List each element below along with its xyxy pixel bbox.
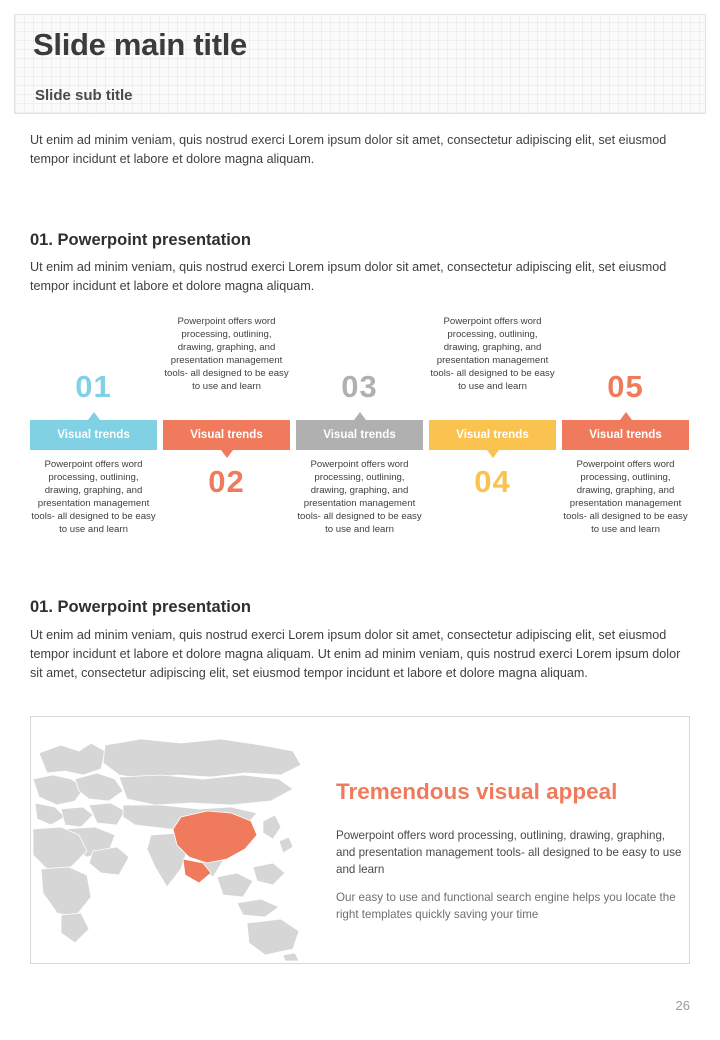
diagram-column-1[interactable] (30, 312, 157, 557)
diagram-blurb-3: Powerpoint offers word processing, outlining, drawing, graphing, and presentation management tools- all designed to be easy to use and learn (297, 459, 422, 535)
diagram-label-1[interactable]: Visual trends (30, 420, 157, 450)
diagram-number-5: 05 (607, 369, 644, 404)
diagram-column-5[interactable] (562, 312, 689, 557)
diagram-blurb-1: Powerpoint offers word processing, outlining, drawing, graphing, and presentation management tools- all designed to be easy to use and learn (31, 459, 156, 535)
page-title: Slide main title (33, 27, 247, 62)
diagram-label-3[interactable]: Visual trends (296, 420, 423, 450)
diagram-number-2: 02 (208, 464, 245, 499)
intro-paragraph: Ut enim ad minim veniam, quis nostrud exerci Lorem ipsum dolor sit amet, consectetur adipiscing elit, set eiusmod tempor incidunt et labore et dolore magna aliquam. (30, 133, 667, 166)
visual-trends-diagram (30, 312, 692, 557)
diagram-blurb-4: Powerpoint offers word processing, outlining, drawing, graphing, and presentation management tools- all designed to be easy to use and learn (430, 316, 555, 392)
page-number: 26 (675, 998, 690, 1013)
world-map-image (31, 717, 307, 963)
map-panel (30, 716, 690, 964)
arrow-up-icon (88, 412, 100, 420)
diagram-column-4[interactable] (429, 312, 556, 557)
slide-header (14, 14, 706, 114)
diagram-label-2[interactable]: Visual trends (163, 420, 290, 450)
arrow-up-icon (354, 412, 366, 420)
arrow-down-icon (487, 450, 499, 458)
diagram-label-4[interactable]: Visual trends (429, 420, 556, 450)
page-subtitle: Slide sub title (35, 87, 133, 104)
arrow-up-icon (620, 412, 632, 420)
map-heading: Tremendous visual appeal (336, 779, 618, 804)
diagram-number-4: 04 (474, 464, 511, 499)
diagram-column-3[interactable] (296, 312, 423, 557)
section-2-title: 01. Powerpoint presentation (30, 598, 251, 616)
section-1-title: 01. Powerpoint presentation (30, 231, 251, 249)
section-1-body: Ut enim ad minim veniam, quis nostrud exerci Lorem ipsum dolor sit amet, consectetur adipiscing elit, set eiusmod tempor incidunt et labore et dolore magna aliquam. (30, 260, 667, 293)
diagram-blurb-5: Powerpoint offers word processing, outlining, drawing, graphing, and presentation management tools- all designed to be easy to use and learn (563, 459, 688, 535)
diagram-label-5[interactable]: Visual trends (562, 420, 689, 450)
arrow-down-icon (221, 450, 233, 458)
diagram-number-3: 03 (341, 369, 378, 404)
diagram-column-2[interactable] (163, 312, 290, 557)
map-paragraph-2: Our easy to use and functional search engine helps you locate the right templates quickly saving your time (336, 891, 676, 921)
diagram-blurb-2: Powerpoint offers word processing, outlining, drawing, graphing, and presentation management tools- all designed to be easy to use and learn (164, 316, 289, 392)
map-paragraph-1: Powerpoint offers word processing, outlining, drawing, graphing, and presentation management tools- all designed to be easy to use and learn (336, 829, 682, 876)
section-2-body: Ut enim ad minim veniam, quis nostrud exerci Lorem ipsum dolor sit amet, consectetur adipiscing elit, set eiusmod tempor incidunt et labore et dolore magna aliquam. Ut enim ad minim veniam, quis nostrud exerci Lorem ipsum dolor sit amet, consectetur adipiscing elit, set eiusmod tempor incidunt et labore et dolore magna aliquam. (30, 628, 681, 680)
world-map-svg (31, 717, 307, 963)
map-text-block (311, 717, 686, 963)
diagram-number-1: 01 (75, 369, 112, 404)
